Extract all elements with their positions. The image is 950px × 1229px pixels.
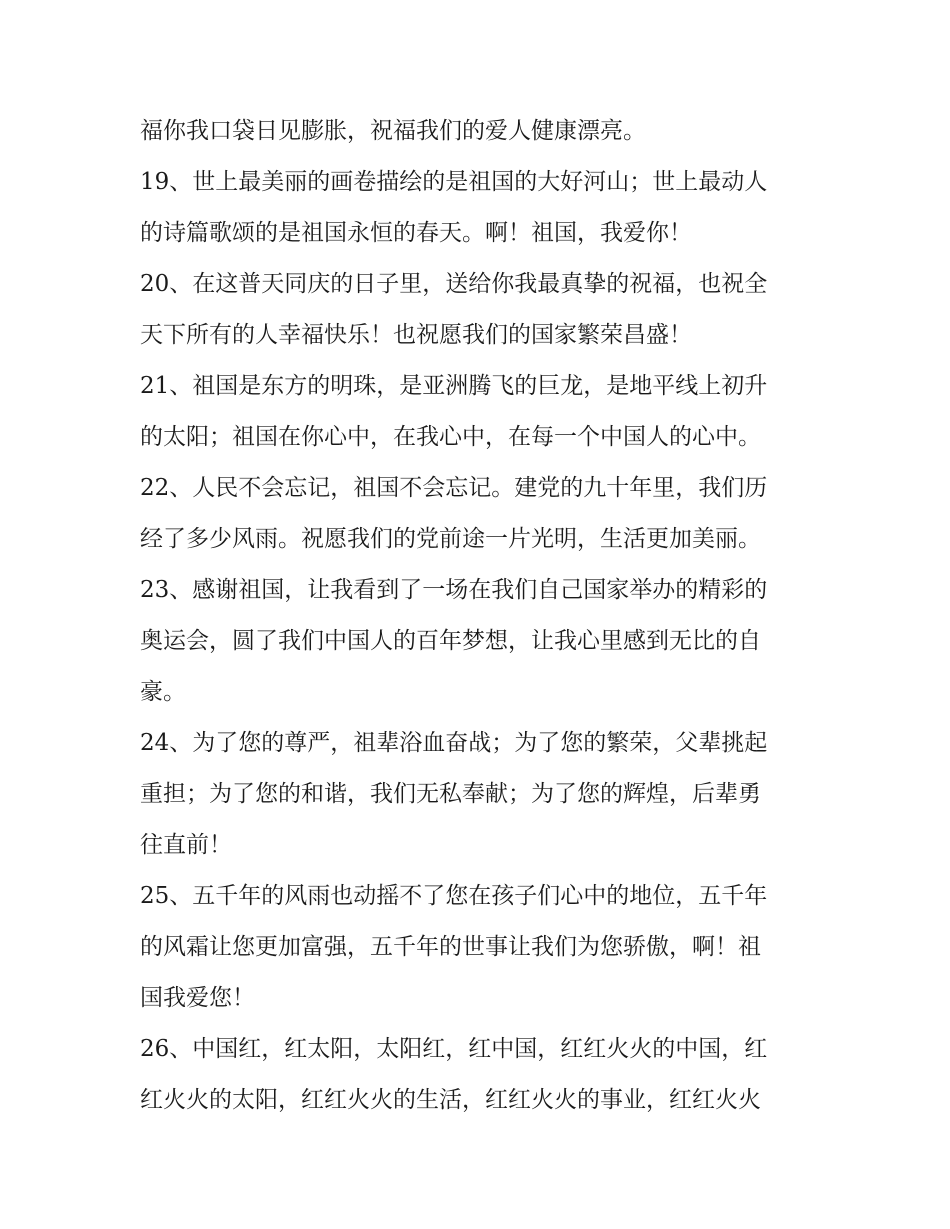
text-line: 的风霜让您更加富强，五千年的世事让我们为您骄傲，啊！祖 bbox=[140, 934, 761, 960]
text-line: 豪。 bbox=[140, 679, 186, 705]
text-line: 重担；为了您的和谐，我们无私奉献；为了您的辉煌，后辈勇 bbox=[140, 781, 761, 807]
text-line: 21、祖国是东方的明珠，是亚洲腾飞的巨龙，是地平线上初升 bbox=[140, 373, 768, 399]
text-line: 22、人民不会忘记，祖国不会忘记。建党的九十年里，我们历 bbox=[140, 475, 768, 501]
text-line: 红火火的太阳，红红火火的生活，红红火火的事业，红红火火 bbox=[140, 1087, 761, 1113]
text-line: 19、世上最美丽的画卷描绘的是祖国的大好河山；世上最动人 bbox=[140, 169, 768, 195]
text-line: 经了多少风雨。祝愿我们的党前途一片光明，生活更加美丽。 bbox=[140, 526, 761, 552]
text-line: 往直前！ bbox=[140, 832, 232, 858]
text-line: 奥运会，圆了我们中国人的百年梦想，让我心里感到无比的自 bbox=[140, 628, 761, 654]
text-line: 的太阳；祖国在你心中，在我心中，在每一个中国人的心中。 bbox=[140, 424, 761, 450]
text-line: 24、为了您的尊严，祖辈浴血奋战；为了您的繁荣，父辈挑起 bbox=[140, 730, 768, 756]
text-line: 23、感谢祖国，让我看到了一场在我们自己国家举办的精彩的 bbox=[140, 577, 768, 603]
text-line: 天下所有的人幸福快乐！也祝愿我们的国家繁荣昌盛！ bbox=[140, 322, 692, 348]
text-line: 国我爱您！ bbox=[140, 985, 255, 1011]
text-line: 的诗篇歌颂的是祖国永恒的春天。啊！祖国，我爱你！ bbox=[140, 220, 692, 246]
text-line: 福你我口袋日见膨胀，祝福我们的爱人健康漂亮。 bbox=[140, 118, 646, 144]
document-body bbox=[140, 106, 820, 1126]
text-line: 25、五千年的风雨也动摇不了您在孩子们心中的地位，五千年 bbox=[140, 883, 768, 909]
text-line: 26、中国红，红太阳，太阳红，红中国，红红火火的中国，红 bbox=[140, 1036, 768, 1062]
text-line: 20、在这普天同庆的日子里，送给你我最真挚的祝福，也祝全 bbox=[140, 271, 768, 297]
